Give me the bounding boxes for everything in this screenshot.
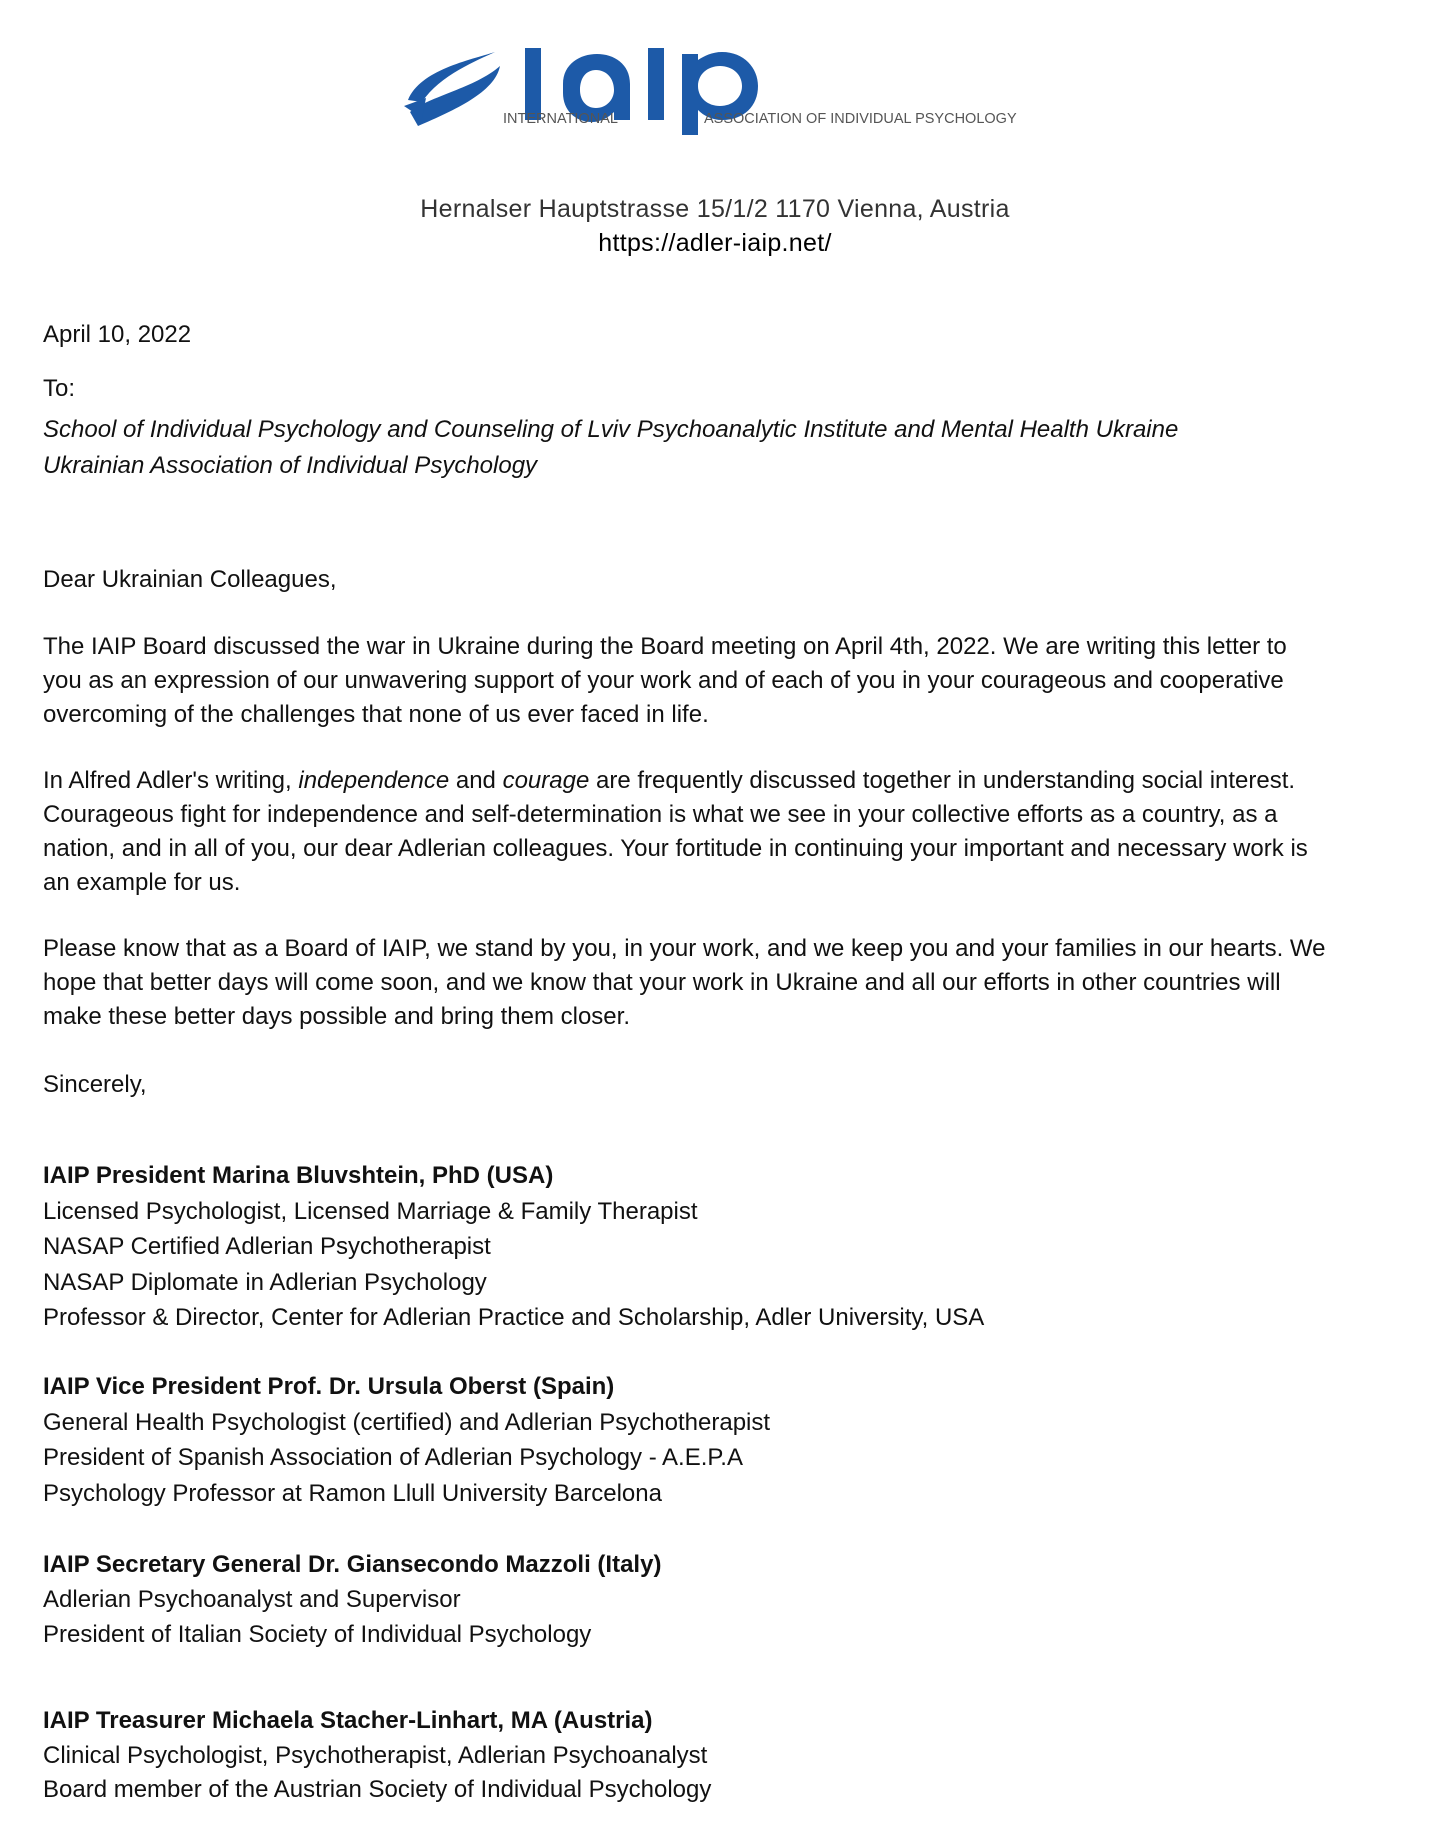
signatory-name: IAIP President Marina Bluvshtein, PhD (USA) [43, 1162, 554, 1189]
paragraph-line: overcoming of the challenges that none of us ever faced in life. [43, 701, 709, 728]
paragraph-line: The IAIP Board discussed the war in Ukraine during the Board meeting on April 4th, 2022. We are writing this letter to [43, 633, 1287, 660]
paragraph-3 [43, 932, 1403, 1034]
paragraph-line: In Alfred Adler's writing, independence and courage are frequently discussed together in understanding social interest. [43, 767, 1296, 794]
logo-subtitle-left: INTERNATIONAL [503, 111, 618, 127]
signatory-title: Clinical Psychologist, Psychotherapist, Adlerian Psychoanalyst [43, 1741, 708, 1769]
paragraph-line: Please know that as a Board of IAIP, we stand by you, in your work, and we keep you and your families in our hearts. We [43, 935, 1326, 962]
signatory-title: Licensed Psychologist, Licensed Marriage & Family Therapist [43, 1197, 698, 1225]
paragraph-line: you as an expression of our unwavering support of your work and of each of you in your courageous and cooperative [43, 667, 1284, 694]
signatory-block [43, 1158, 1403, 1336]
signatory-title: NASAP Diplomate in Adlerian Psychology [43, 1268, 487, 1296]
iaip-logo-icon [400, 30, 1040, 140]
paragraph-line: nation, and in all of you, our dear Adlerian colleagues. Your fortitude in continuing your important and necessary work is [43, 835, 1308, 862]
signatory-title: President of Italian Society of Individual Psychology [43, 1621, 592, 1648]
recipient-line: School of Individual Psychology and Counseling of Lviv Psychoanalytic Institute and Mental Health Ukraine [43, 416, 1179, 443]
signatory-block [43, 1369, 1403, 1511]
recipient-line: Ukrainian Association of Individual Psychology [43, 452, 538, 479]
paragraph-1 [43, 630, 1403, 732]
closing: Sincerely, [43, 1071, 147, 1098]
iaip-logo [400, 30, 1040, 140]
paragraph-line: an example for us. [43, 869, 241, 896]
logo-subtitle-right: ASSOCIATION OF INDIVIDUAL PSYCHOLOGY [704, 111, 1017, 127]
letter-date: April 10, 2022 [43, 321, 192, 348]
signatory-title: NASAP Certified Adlerian Psychotherapist [43, 1233, 491, 1260]
website-link[interactable]: https://adler-iaip.net/ [598, 229, 832, 257]
address-line: Hernalser Hauptstrasse 15/1/2 1170 Vienna, Austria [420, 195, 1010, 223]
paragraph-line: make these better days possible and bring them closer. [43, 1003, 630, 1030]
paragraph-line: hope that better days will come soon, and we know that your work in Ukraine and all our efforts in other countries will [43, 969, 1281, 996]
to-label: To: [43, 375, 76, 402]
signatory-name: IAIP Vice President Prof. Dr. Ursula Oberst (Spain) [43, 1373, 615, 1400]
signatory-title: Board member of the Austrian Society of Individual Psychology [43, 1776, 712, 1803]
paragraph-line: Courageous fight for independence and self-determination is what we see in your collective efforts as a country, as a [43, 801, 1278, 828]
emphasis-courage: courage [502, 767, 590, 794]
emphasis-independence: independence [298, 767, 450, 794]
signatory-block [43, 1704, 1403, 1808]
salutation: Dear Ukrainian Colleagues, [43, 566, 337, 593]
signatory-block [43, 1547, 1403, 1652]
signatory-name: IAIP Treasurer Michaela Stacher-Linhart, MA (Austria) [43, 1707, 653, 1734]
paragraph-2 [43, 764, 1403, 900]
signatory-title: Psychology Professor at Ramon Llull University Barcelona [43, 1479, 662, 1507]
signatory-title: Professor & Director, Center for Adlerian Practice and Scholarship, Adler University, USA [43, 1304, 985, 1331]
signatory-title: Adlerian Psychoanalyst and Supervisor [43, 1586, 461, 1613]
signatory-title: General Health Psychologist (certified) and Adlerian Psychotherapist [43, 1408, 771, 1436]
signatory-name: IAIP Secretary General Dr. Giansecondo Mazzoli (Italy) [43, 1551, 662, 1578]
signatory-title: President of Spanish Association of Adlerian Psychology - A.E.P.A [43, 1444, 743, 1471]
recipients [43, 413, 1403, 483]
